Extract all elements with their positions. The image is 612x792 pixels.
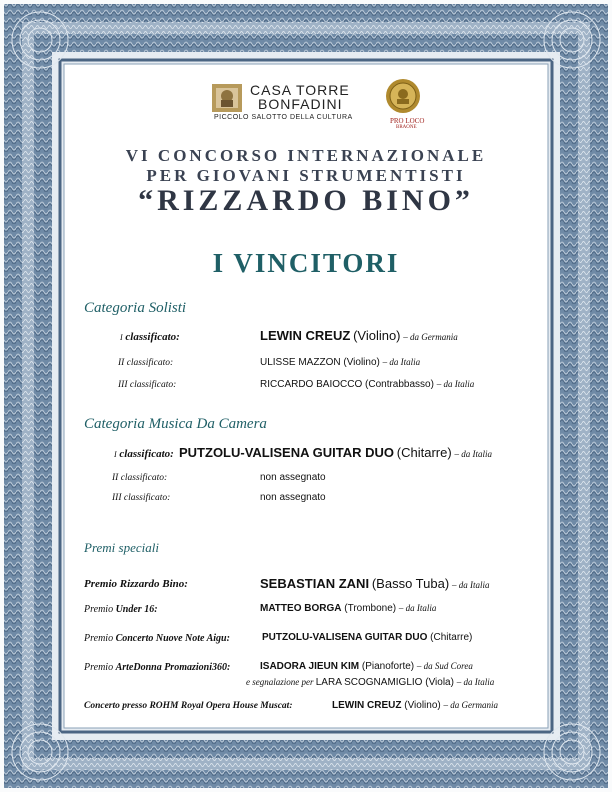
prize-2-label: Premio Under 16:: [84, 604, 158, 615]
pro-loco-seal-icon: [385, 78, 421, 114]
prize-3-winner: PUTZOLU-VALISENA GUITAR DUO (Chitarre): [262, 632, 473, 643]
chamber-winner-2: non assegnato: [260, 472, 326, 483]
soloist-winner-1: LEWIN CREUZ (Violino) – da Germania: [260, 328, 458, 343]
pro-loco-town: BRAONE: [396, 125, 417, 130]
logo-line2: BONFADINI: [258, 96, 343, 112]
prize-1-label: Premio Rizzardo Bino:: [84, 578, 188, 590]
category-special: Premi speciali: [84, 540, 159, 555]
soloist-winner-2: ULISSE MAZZON (Violino) – da Italia: [260, 357, 421, 368]
pro-loco-label: PRO LOCO: [390, 117, 425, 125]
chamber-rank-2: II classificato:: [112, 473, 168, 483]
prize-1-winner: SEBASTIAN ZANI (Basso Tuba) – da Italia: [260, 576, 490, 591]
prize-4-winner: ISADORA JIEUN KIM (Pianoforte) – da Sud Corea: [260, 661, 473, 672]
soloist-rank-3: III classificato:: [118, 380, 177, 390]
prize-5-label: Concerto presso ROHM Royal Opera House Muscat:: [84, 701, 293, 711]
title-line3: “RIZZARDO BINO”: [138, 184, 474, 217]
soloist-winner-3: RICCARDO BAIOCCO (Contrabbasso) – da Italia: [260, 379, 475, 390]
title-line1: VI CONCORSO INTERNAZIONALE: [125, 146, 487, 165]
chamber-rank-1: I classificato:: [114, 448, 174, 460]
chamber-winner-1: PUTZOLU-VALISENA GUITAR DUO (Chitarre) – da Italia: [179, 445, 492, 460]
chamber-rank-3: III classificato:: [112, 493, 171, 503]
prize-4-label: Premio ArteDonna Promazioni360:: [84, 662, 231, 673]
soloist-rank-2: II classificato:: [118, 358, 174, 368]
logo-subtitle: PICCOLO SALOTTO DELLA CULTURA: [214, 114, 353, 121]
logo-line1: CASA TORRE: [250, 82, 350, 98]
soloist-rank-1: I classificato:: [120, 331, 180, 343]
category-soloists: Categoria Solisti: [84, 300, 187, 316]
casa-torre-logo-icon: [212, 84, 242, 112]
chamber-winner-3: non assegnato: [260, 492, 326, 503]
category-chamber: Categoria Musica Da Camera: [84, 416, 267, 432]
prize-5-winner: LEWIN CREUZ (Violino) – da Germania: [332, 700, 499, 711]
prize-3-label: Premio Concerto Nuove Note Aigu:: [84, 633, 230, 644]
winners-heading: I VINCITORI: [212, 248, 400, 278]
prize-2-winner: MATTEO BORGA (Trombone) – da Italia: [260, 603, 437, 614]
prize-4-mention: e segnalazione per LARA SCOGNAMIGLIO (Viola) – da Italia: [246, 677, 495, 688]
title-line2: PER GIOVANI STRUMENTISTI: [146, 166, 466, 185]
